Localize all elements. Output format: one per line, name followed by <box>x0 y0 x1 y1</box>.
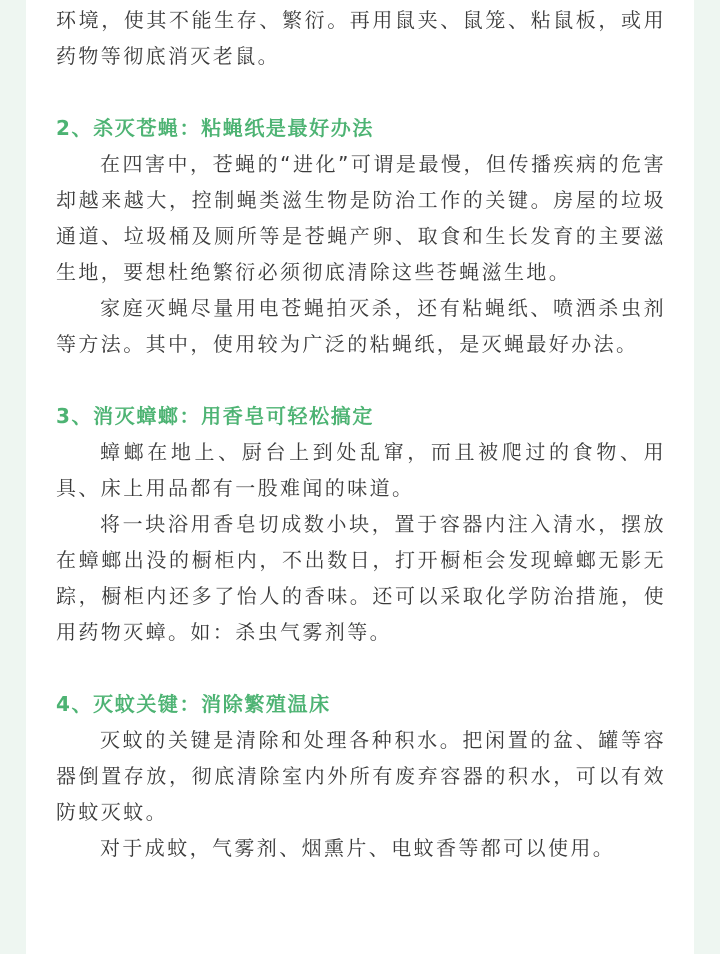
section-spacer <box>56 74 666 110</box>
cockroaches-paragraph-1: 蟑螂在地上、厨台上到处乱窜，而且被爬过的食物、用具、床上用品都有一股难闻的味道。 <box>56 440 666 500</box>
rat-paragraph-end: 环境，使其不能生存、繁衍。再用鼠夹、鼠笼、粘鼠板，或用药物等彻底消灭老鼠。 <box>56 8 666 68</box>
mosquitoes-paragraph-2: 对于成蚊，气雾剂、烟熏片、电蚊香等都可以使用。 <box>100 836 616 860</box>
article-content <box>56 0 666 866</box>
section-spacer <box>56 362 666 398</box>
heading-flies: 2、杀灭苍蝇：粘蝇纸是最好办法 <box>56 116 374 140</box>
section-spacer <box>56 650 666 686</box>
mosquitoes-paragraph-1: 灭蚊的关键是清除和处理各种积水。把闲置的盆、罐等容器倒置存放，彻底清除室内外所有废弃容器的积水，可以有效防蚊灭蚊。 <box>56 728 666 824</box>
flies-paragraph-1: 在四害中，苍蝇的“进化”可谓是最慢，但传播疾病的危害却越来越大，控制蝇类滋生物是防治工作的关键。房屋的垃圾通道、垃圾桶及厕所等是苍蝇产卵、取食和生长发育的主要滋生地，要想杜绝繁衍必须彻底清除这些苍蝇滋生地。 <box>56 152 666 284</box>
heading-mosquitoes: 4、灭蚊关键：消除繁殖温床 <box>56 692 331 716</box>
cockroaches-paragraph-2: 将一块浴用香皂切成数小块，置于容器内注入清水，摆放在蟑螂出没的橱柜内，不出数日，打开橱柜会发现蟑螂无影无踪，橱柜内还多了怡人的香味。还可以采取化学防治措施，使用药物灭蟑。如：杀虫气雾剂等。 <box>56 512 666 644</box>
heading-cockroaches: 3、消灭蟑螂：用香皂可轻松搞定 <box>56 404 374 428</box>
article-card <box>26 0 694 954</box>
flies-paragraph-2: 家庭灭蝇尽量用电苍蝇拍灭杀，还有粘蝇纸、喷洒杀虫剂等方法。其中，使用较为广泛的粘蝇纸，是灭蝇最好办法。 <box>56 296 666 356</box>
